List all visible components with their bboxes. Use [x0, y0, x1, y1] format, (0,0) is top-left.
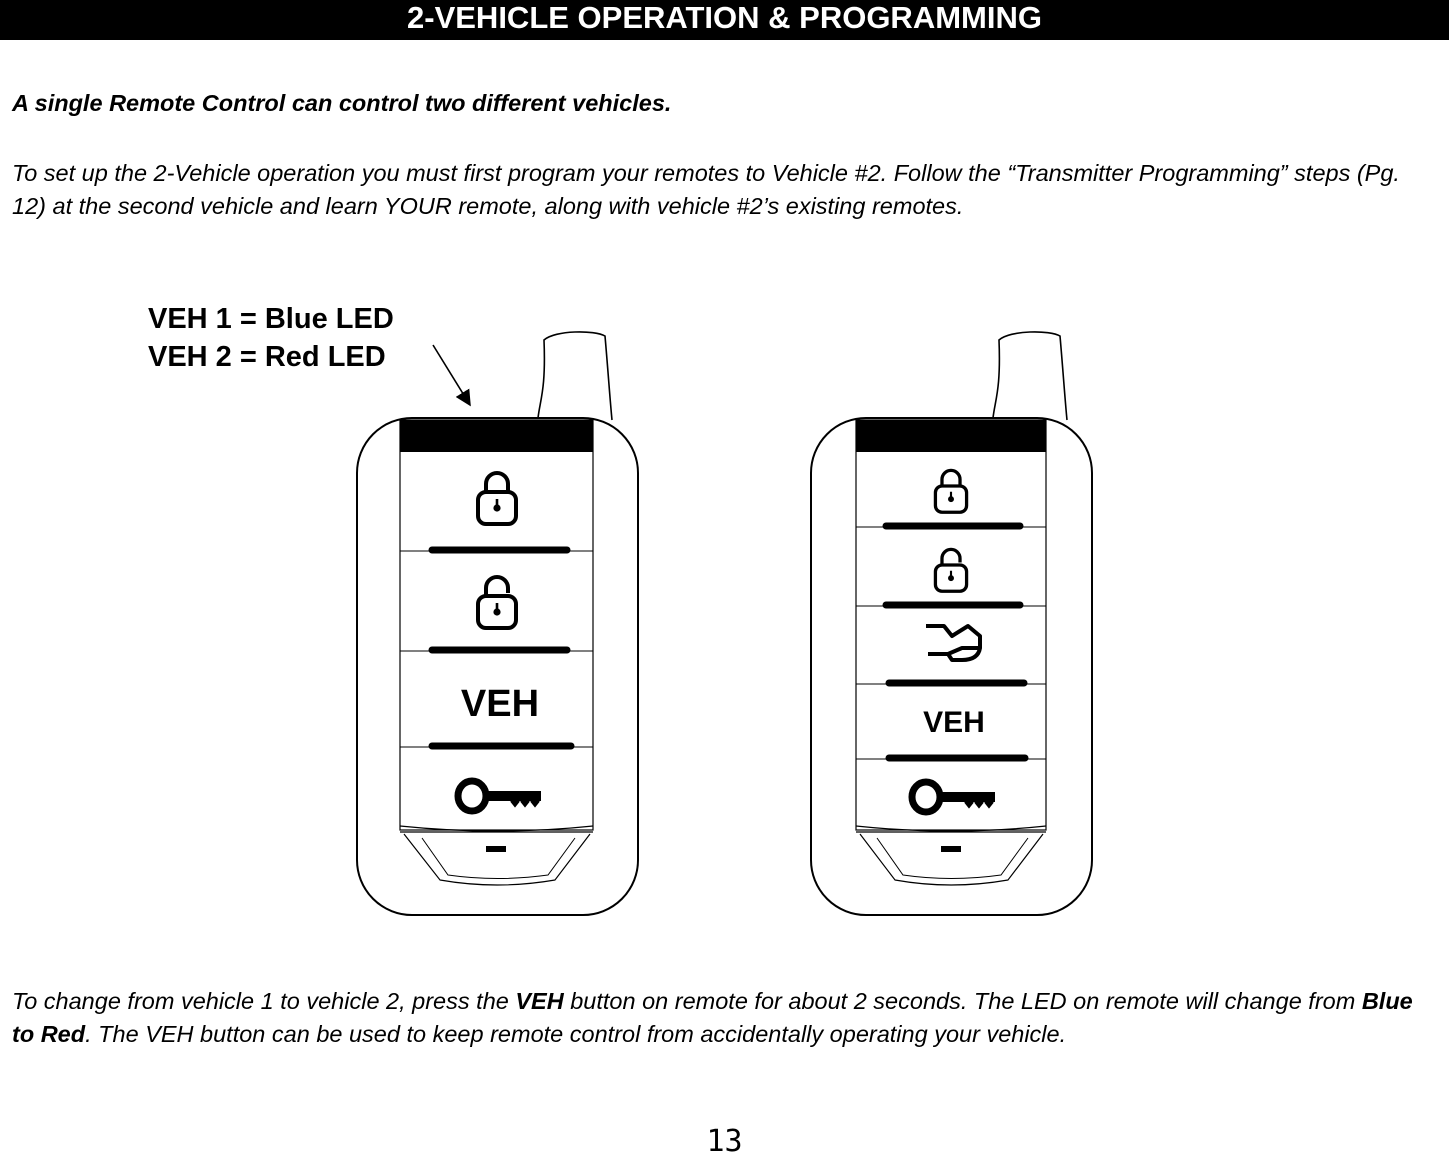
change-text-3: . The VEH button can be used to keep remote control from accidentally operating your vehicle. — [85, 1021, 1067, 1047]
change-text-1: To change from vehicle 1 to vehicle 2, press the — [12, 988, 516, 1014]
legend-veh2: VEH 2 = Red LED — [148, 341, 386, 373]
veh-button[interactable]: VEH — [460, 683, 540, 725]
page-number: 13 — [706, 1124, 743, 1159]
change-veh-emphasis: VEH — [515, 988, 564, 1014]
change-text-2: button on remote for about 2 seconds. The LED on remote will change from — [563, 988, 1362, 1014]
change-paragraph — [12, 985, 1432, 1051]
legend-veh1: VEH 1 = Blue LED — [148, 303, 394, 335]
intro-heading: A single Remote Control can control two different vehicles. — [12, 90, 672, 116]
veh-button[interactable]: VEH — [923, 706, 985, 739]
led-bar — [400, 420, 593, 452]
page-title: 2-VEHICLE OPERATION & PROGRAMMING — [0, 0, 1449, 40]
remote-2 — [811, 332, 1092, 915]
remote-1 — [357, 332, 638, 915]
change-color-emphasis: Blue to Red — [12, 988, 1413, 1047]
led-bar — [856, 420, 1046, 452]
setup-paragraph: To set up the 2-Vehicle operation you must first program your remotes to Vehicle #2. Follow the “Transmitter Programming” steps (Pg. 12) at the second vehicle and learn YOUR remote, along with vehicle #2’s existing remotes. — [12, 160, 1400, 219]
